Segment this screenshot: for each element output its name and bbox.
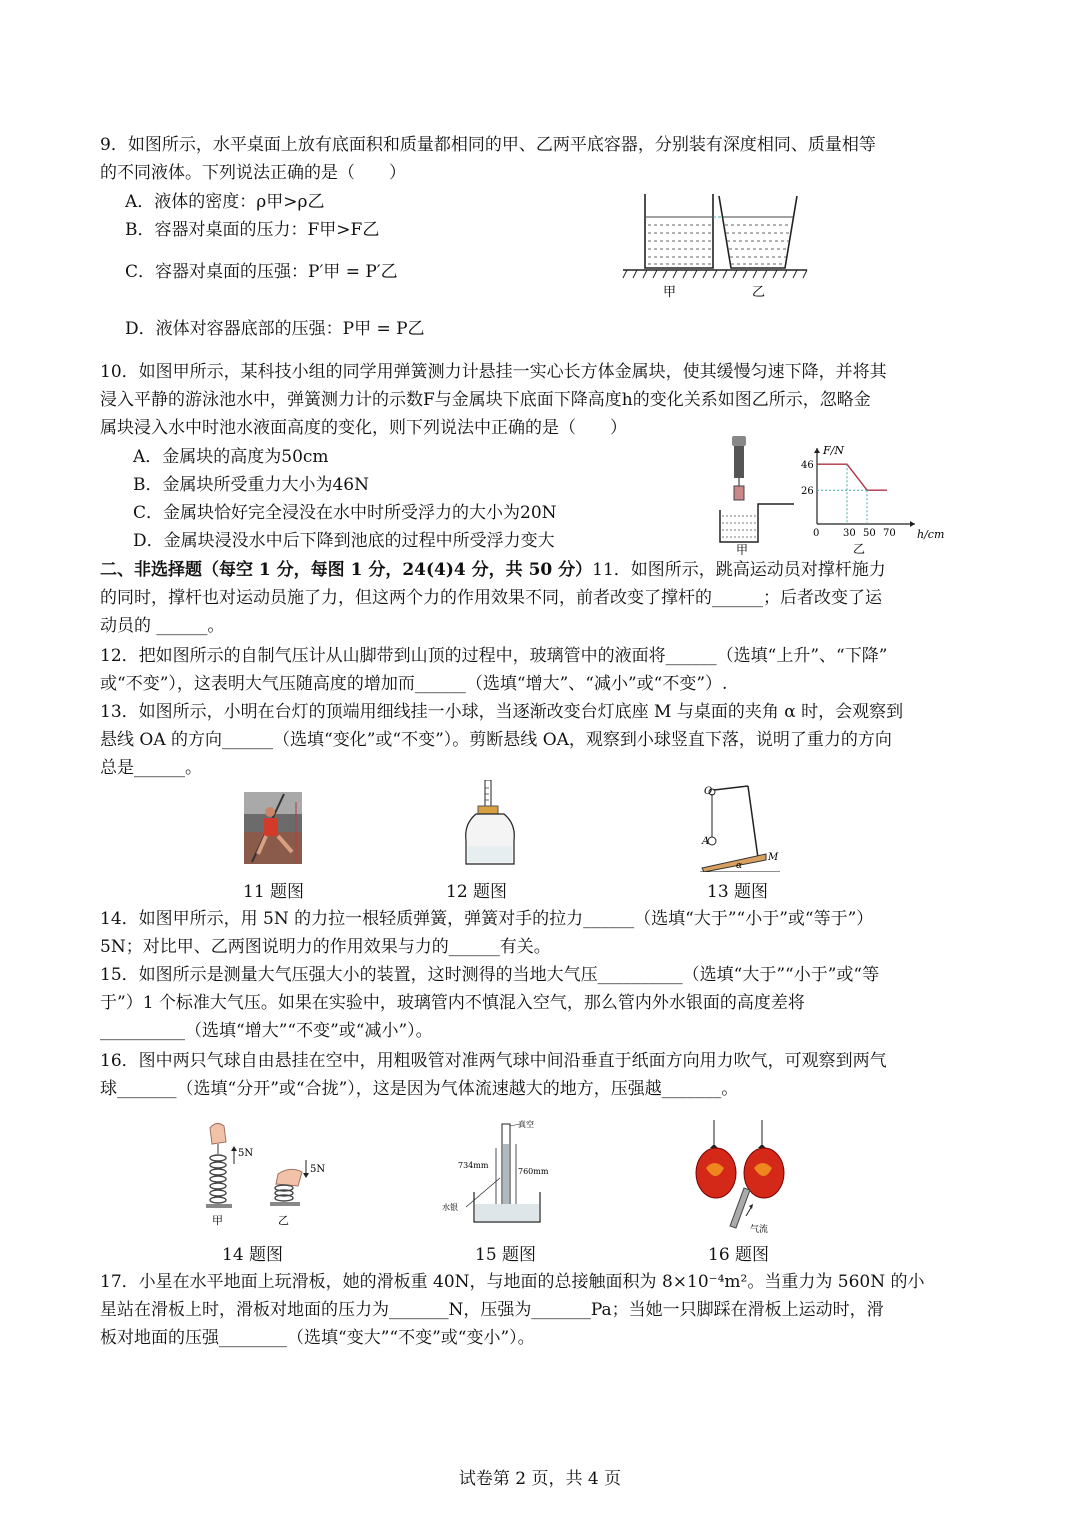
fig14-label-yi: 乙 <box>278 1214 289 1227</box>
caption-13: 13 题图 <box>707 882 769 902</box>
q9-option-b: B．容器对桌面的压力：F甲>F乙 <box>125 220 380 240</box>
caption-12: 12 题图 <box>446 882 508 902</box>
q10-option-b: B．金属块所受重力大小为46N <box>133 475 369 495</box>
label-a: A <box>702 836 710 847</box>
q15-line3: __________（选填“增大”“不变”或“减小”）。 <box>100 1021 433 1041</box>
q15-figure-torricelli <box>430 1118 560 1230</box>
q10-stem-line1: 10．如图甲所示，某科技小组的同学用弹簧测力计悬挂一实心长方体金属块，使其缓慢匀速下降，并将其 <box>100 362 887 382</box>
hand-jia <box>210 1123 226 1144</box>
table-surface <box>623 270 807 278</box>
q12-line1: 12．把如图所示的自制气压计从山脚带到山顶的过程中，玻璃管中的液面将______（选填“上升”、“下降” <box>100 646 888 666</box>
metal-block <box>734 486 744 500</box>
label-m: M <box>768 852 779 863</box>
spring-yi <box>275 1185 293 1201</box>
q10-option-a: A．金属块的高度为50cm <box>133 447 329 467</box>
q9-fig-label-yi: 乙 <box>752 285 766 300</box>
x-tick-label: 50 <box>863 528 876 539</box>
q13-figure-lamp <box>700 782 785 872</box>
lamp-arm <box>748 786 758 858</box>
q11-line1: 11．如图所示，跳高运动员对撑杆施力 <box>592 560 886 580</box>
hand <box>732 436 746 446</box>
stopper <box>478 806 498 814</box>
q9-stem-line1: 9．如图所示，水平桌面上放有底面积和质量都相同的甲、乙两平底容器，分别装有深度相同、质量相等 <box>100 135 876 155</box>
q15-line2: 于”）1 个标准大气压。如果在实验中，玻璃管内不慎混入空气，那么管内外水银面的高度差将 <box>100 993 805 1013</box>
force-label-jia: 5N <box>238 1148 254 1159</box>
liquid-jia <box>645 217 713 267</box>
height-760: 760mm <box>518 1167 549 1176</box>
spring-scale <box>734 446 744 478</box>
q14-line2: 5N；对比甲、乙两图说明力的作用效果与力的______有关。 <box>100 937 551 957</box>
q13-line1: 13．如图所示，小明在台灯的顶端用细线挂一小球，当逐渐改变台灯底座 M 与桌面的夹角 α 时，会观察到 <box>100 702 904 722</box>
q10-chart <box>795 440 945 555</box>
q11-photo-high-jumper <box>244 792 302 864</box>
q11-line3: 动员的 ______。 <box>100 616 225 636</box>
spring-jia <box>210 1155 226 1203</box>
q10-fig-label-yi: 乙 <box>853 542 866 555</box>
q14-line1: 14．如图甲所示，用 5N 的力拉一根轻质弹簧，弹簧对手的拉力______（选填“大于”“小于”或“等于”） <box>100 909 874 929</box>
caption-15: 15 题图 <box>475 1245 537 1265</box>
q9-figure <box>615 190 815 300</box>
y-tick-label: 26 <box>801 486 814 498</box>
q9-option-c: C．容器对桌面的压强：P′甲 = P′乙 <box>125 262 398 282</box>
airflow-label: 气流 <box>750 1225 769 1235</box>
q17-line3: 板对地面的压强________（选填“变大”“不变”或“变小”）。 <box>100 1328 535 1348</box>
x-tick-label: 0 <box>813 528 820 539</box>
q11-line2: 的同时，撑杆也对运动员施了力，但这两个力的作用效果不同，前者改变了撑杆的______；后者改变了运 <box>100 588 882 608</box>
hand-yi <box>276 1169 302 1186</box>
q13-line2: 悬线 OA 的方向______（选填“变化”或“不变”）。剪断悬线 OA，观察到小球竖直下落，说明了重力的方向 <box>100 730 892 750</box>
caption-16: 16 题图 <box>708 1245 770 1265</box>
x-tick-label: 30 <box>843 528 856 539</box>
mercury-label: 水银 <box>442 1203 458 1212</box>
lamp-base <box>702 854 766 872</box>
q17-line2: 星站在滑板上时，滑板对地面的压力为_______N，压强为_______Pa；当她一只脚踩在滑板上运动时，滑 <box>100 1300 884 1320</box>
q10-figure-jia <box>714 430 804 555</box>
q10-stem-line3: 属块浸入水中时池水液面高度的变化，则下列说法中正确的是（ ） <box>100 418 627 438</box>
q14-figure-springs <box>198 1120 338 1230</box>
q10-fig-label-jia: 甲 <box>736 543 749 555</box>
q9-option-d: D．液体对容器底部的压强：P甲 = P乙 <box>125 319 425 339</box>
chart-x-label: h/cm <box>917 528 945 541</box>
vacuum-label: 真空 <box>518 1120 534 1129</box>
q17-line1: 17．小星在水平地面上玩滑板，她的滑板重 40N，与地面的总接触面积为 8×10⁻⁴m²。当重力为 560N 的小 <box>100 1272 925 1292</box>
q10-option-c: C．金属块恰好完全浸没在水中时所受浮力的大小为20N <box>133 503 557 523</box>
section2-heading: 二、非选择题（每空 1 分，每图 1 分，24(4)4 分，共 50 分） <box>100 560 593 580</box>
force-label-yi: 5N <box>310 1164 326 1175</box>
y-tick-label: 46 <box>801 460 814 472</box>
q9-stem-line2: 的不同液体。下列说法正确的是（ ） <box>100 163 406 183</box>
chart-y-label: F/N <box>823 444 844 457</box>
caption-11: 11 题图 <box>243 882 305 902</box>
q10-option-d: D．金属块浸没水中后下降到池底的过程中所受浮力变大 <box>133 531 555 551</box>
liquid-yi <box>723 217 793 264</box>
q9-fig-label-jia: 甲 <box>663 285 677 300</box>
q16-line2: 球_______（选填“分开”或“合拢”），这是因为气体流速越大的地方，压强越_______。 <box>100 1079 739 1099</box>
caption-14: 14 题图 <box>222 1245 284 1265</box>
straw <box>730 1188 750 1228</box>
q15-line1: 15．如图所示是测量大气压强大小的装置，这时测得的当地大气压__________（选填“大于”“小于”或“等 <box>100 965 880 985</box>
height-734: 734mm <box>458 1161 489 1170</box>
q16-line1: 16．图中两只气球自由悬挂在空中，用粗吸管对准两气球中间沿垂直于纸面方向用力吹气，可观察到两气 <box>100 1051 887 1071</box>
q12-figure-barometer <box>460 780 520 868</box>
q9-option-a: A．液体的密度：ρ甲>ρ乙 <box>125 192 325 212</box>
label-o: O <box>704 786 713 797</box>
section2-line1 <box>100 556 886 584</box>
q12-line2: 或“不变”），这表明大气压随高度的增加而______（选填“增大”、“减小”或“不变”）. <box>100 674 728 694</box>
q16-figure-balloons <box>690 1118 800 1238</box>
q13-line3: 总是______。 <box>100 758 202 778</box>
x-tick-label: 70 <box>883 528 896 539</box>
q10-stem-line2: 浸入平静的游泳池水中，弹簧测力计的示数F与金属块下底面下降高度h的变化关系如图乙所示，忽略金 <box>100 390 871 410</box>
fig14-label-jia: 甲 <box>212 1214 223 1227</box>
series-line <box>817 464 887 490</box>
label-alpha: α <box>736 861 743 871</box>
page-footer: 试卷第 2 页，共 4 页 <box>458 1469 622 1489</box>
